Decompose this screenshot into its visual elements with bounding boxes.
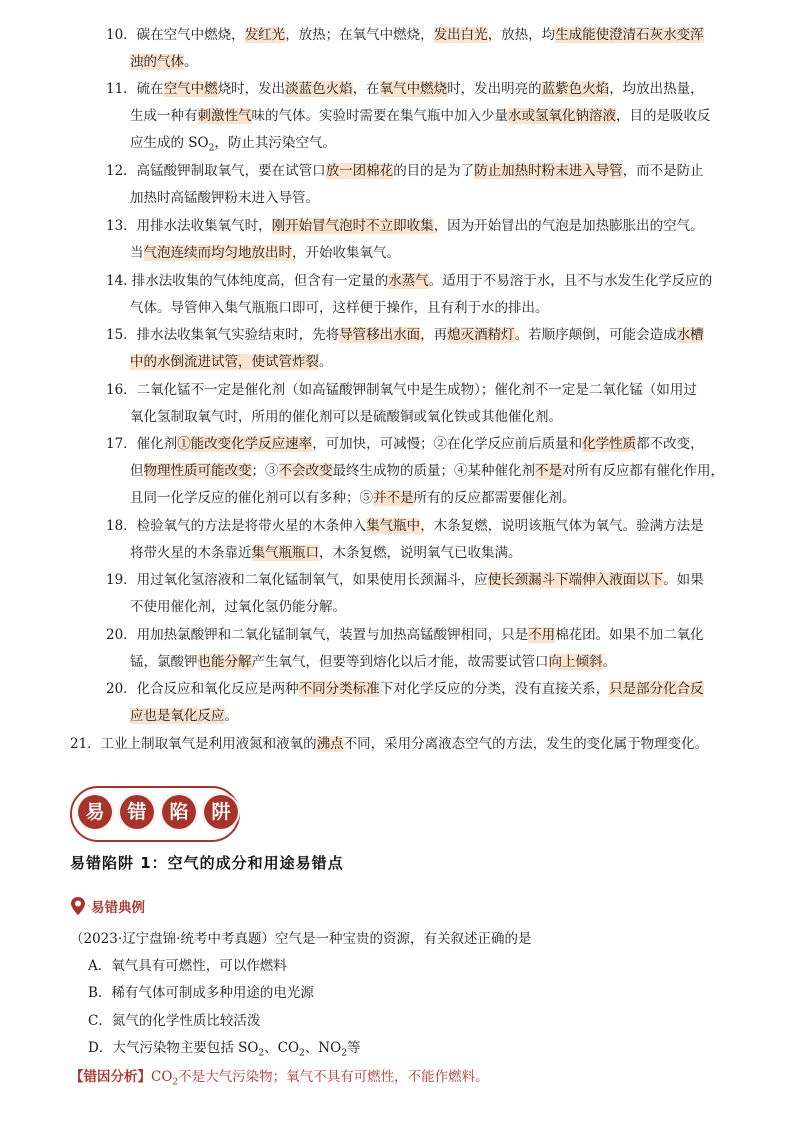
list-item-20b: 20．化合反应和氧化反应是两种不同分类标准下对化学反应的分类，没有直接关系，只是部分化合反 应也是氧化反应。 bbox=[106, 681, 704, 724]
list-item-12: 12．高锰酸钾制取氧气，要在试管口放一团棉花的目的是为了防止加热时粉末进入导管，而不是防止 加热时高锰酸钾粉末进入导管。 bbox=[106, 163, 704, 206]
list-item-19: 19．用过氧化氢溶液和二氧化锰制氧气，如果使用长颈漏斗，应使长颈漏斗下端伸入液面以下。如果 不使用催化剂，过氧化氢仍能分解。 bbox=[106, 572, 704, 615]
list-item-10: 10．碳在空气中燃烧，发红光，放热；在氧气中燃烧，发出白光，放热，均生成能使澄清石灰水变浑 浊的气体。 bbox=[106, 27, 704, 70]
option-b: B．稀有气体可制成多种用途的电光源 bbox=[88, 985, 314, 1001]
typical-example-header bbox=[70, 896, 145, 916]
list-item-11: 11．硫在空气中燃烧时，发出淡蓝色火焰，在氧气中燃烧时，发出明亮的蓝紫色火焰，均放出热量， 生成一种有刺激性气味的气体。实验时需要在集气瓶中加入少量水或氢氧化钠溶液，目的是吸收反 应生成的 $SO_2$，防止其污染空气。 bbox=[106, 81, 711, 154]
error-analysis: 【错因分析】$CO_2$不是大气污染物；氧气不具有可燃性，不能作燃料。 bbox=[70, 1069, 489, 1088]
badge-char-2: 错 bbox=[118, 793, 156, 831]
badge-char-3: 陷 bbox=[160, 793, 198, 831]
option-c: C．氮气的化学性质比较活泼 bbox=[88, 1013, 261, 1029]
location-pin-icon bbox=[70, 896, 86, 916]
typical-example-label: 易错典例 bbox=[91, 900, 145, 916]
badge-char-4: 阱 bbox=[202, 793, 240, 831]
option-a: A．氧气具有可燃性，可以作燃料 bbox=[88, 958, 287, 974]
option-d: D．大气污染物主要包括 $SO_2$、$CO_2$、$NO_2$等 bbox=[88, 1040, 361, 1059]
trap-title: 易错陷阱 1：空气的成分和用途易错点 bbox=[70, 854, 344, 872]
question-stem: （2023·辽宁盘锦·统考中考真题）空气是一种宝贵的资源，有关叙述正确的是 bbox=[70, 931, 532, 947]
list-item-15: 15．排水法收集氧气实验结束时，先将导管移出水面，再熄灭酒精灯。若顺序颠倒，可能会造成水槽 中的水倒流进试管，使试管炸裂。 bbox=[106, 327, 704, 370]
list-item-21: 21．工业上制取氧气是利用液氮和液氧的沸点不同，采用分离液态空气的方法，发生的变化属于物理变化。 bbox=[70, 736, 709, 752]
error-analysis-label: 【错因分析】 bbox=[70, 1069, 151, 1085]
badge-char-1: 易 bbox=[76, 793, 114, 831]
list-item-14: 14. 排水法收集的气体纯度高，但含有一定量的水蒸气。适用于不易溶于水，且不与水发生化学反应的 气体。导管伸入集气瓶瓶口即可，这样便于操作，且有利于水的排出。 bbox=[106, 273, 713, 316]
section-badge bbox=[70, 786, 240, 844]
list-item-16: 16．二氧化锰不一定是催化剂（如高锰酸钾制氧气中是生成物）；催化剂不一定是二氧化锰（如用过 氧化氢制取氧气时，所用的催化剂可以是硫酸铜或氧化铁或其他催化剂。 bbox=[106, 382, 697, 425]
list-item-18: 18．检验氧气的方法是将带火星的木条伸入集气瓶中，木条复燃，说明该瓶气体为氧气。验满方法是 将带火星的木条靠近集气瓶瓶口，木条复燃，说明氧气已收集满。 bbox=[106, 518, 704, 561]
list-item-20a: 20．用加热氯酸钾和二氧化锰制氧气，装置与加热高锰酸钾相同，只是不用棉花团。如果不加二氧化 锰，氯酸钾也能分解产生氧气，但要等到熔化以后才能，故需要试管口向上倾斜。 bbox=[106, 627, 704, 670]
list-item-17: 17．催化剂①能改变化学反应速率，可加快，可减慢；②在化学反应前后质量和化学性质都不改变， 但物理性质可能改变；③不会改变最终生成物的质量；④某种催化剂不是对所有反应都有催化作用， 且同一化学反应的催化剂可以有多种；⑤并不是所有的反应都需要催化剂。 bbox=[106, 436, 724, 506]
list-item-13: 13．用排水法收集氧气时，刚开始冒气泡时不立即收集，因为开始冒出的气泡是加热膨胀出的空气。 当气泡连续而均匀地放出时，开始收集氧气。 bbox=[106, 218, 704, 261]
